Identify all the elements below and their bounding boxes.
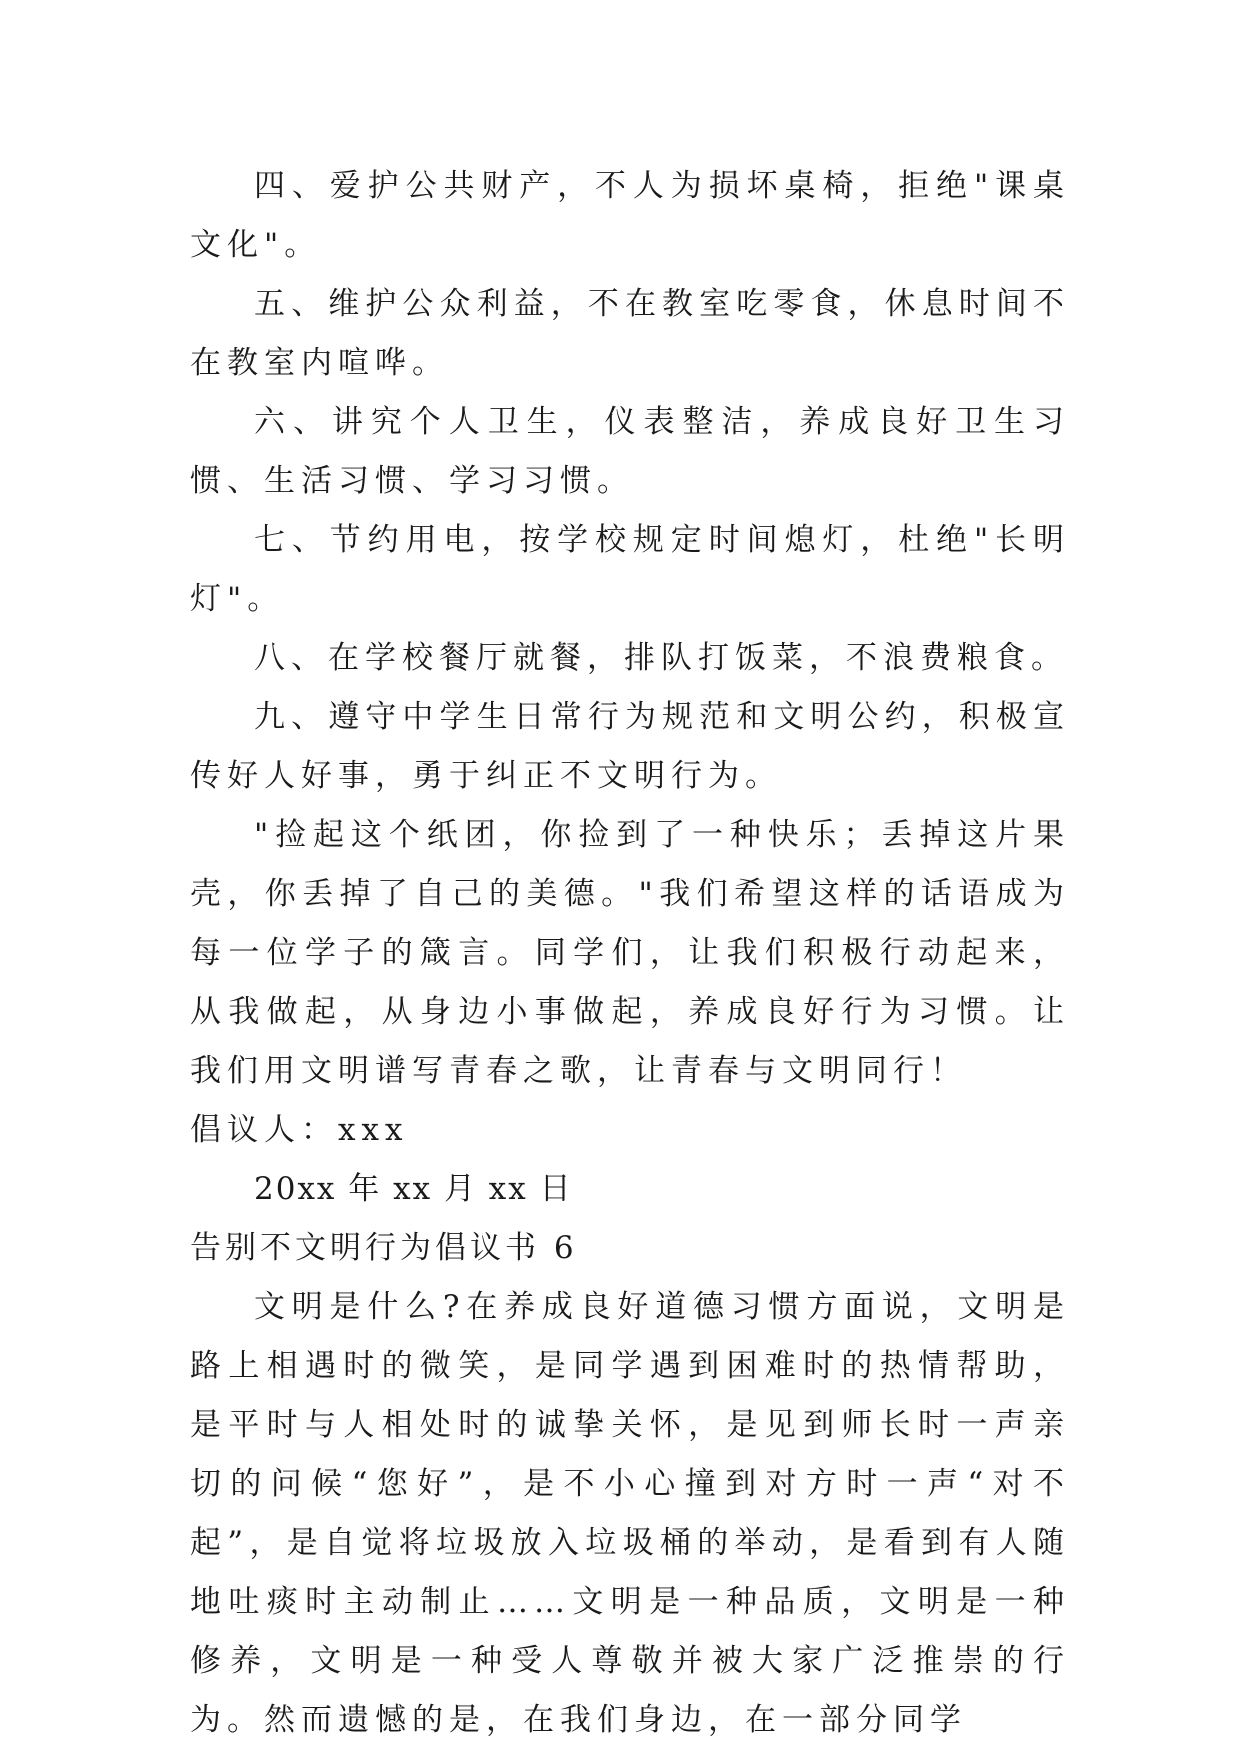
date-line: 20xx 年 xx 月 xx 日 (254, 1171, 573, 1207)
rule-paragraph-5: 五、维护公众利益，不在教室吃零食，休息时间不在教室内喧哗。 (190, 286, 1070, 381)
section-title: 告别不文明行为倡议书 6 (190, 1230, 578, 1266)
section-body-paragraph: 文明是什么?在养成良好道德习惯方面说，文明是路上相遇时的微笑，是同学遇到困难时的热情帮助，是平时与人相处时的诚挚关怀，是见到师长时一声亲切的问候“您好”，是不小心撞到对方时一声“对不起”，是自觉将垃圾放入垃圾桶的举动，是看到有人随地吐痰时主动制止……文明是一种品质，文明是一种修养，文明是一种受人尊敬并被大家广泛推崇的行为。然而遗憾的是，在我们身边，在一部分同学 (190, 1289, 1070, 1738)
rule-paragraph-4: 四、爱护公共财产，不人为损坏桌椅，拒绝"课桌文化"。 (190, 168, 1070, 263)
signer-line: 倡议人：xxx (190, 1112, 409, 1148)
closing-paragraph: "捡起这个纸团，你捡到了一种快乐；丢掉这片果壳，你丢掉了自己的美德。"我们希望这样的话语成为每一位学子的箴言。同学们，让我们积极行动起来，从我做起，从身边小事做起，养成良好行为习惯。让我们用文明谱写青春之歌，让青春与文明同行！ (190, 817, 1070, 1089)
rule-paragraph-7: 七、节约用电，按学校规定时间熄灯，杜绝"长明灯"。 (190, 522, 1070, 617)
document-body (190, 157, 1070, 1750)
rule-paragraph-9: 九、遵守中学生日常行为规范和文明公约，积极宣传好人好事，勇于纠正不文明行为。 (190, 699, 1070, 794)
rule-paragraph-6: 六、讲究个人卫生，仪表整洁，养成良好卫生习惯、生活习惯、学习习惯。 (190, 404, 1070, 499)
rule-paragraph-8: 八、在学校餐厅就餐，排队打饭菜，不浪费粮食。 (254, 640, 1068, 676)
